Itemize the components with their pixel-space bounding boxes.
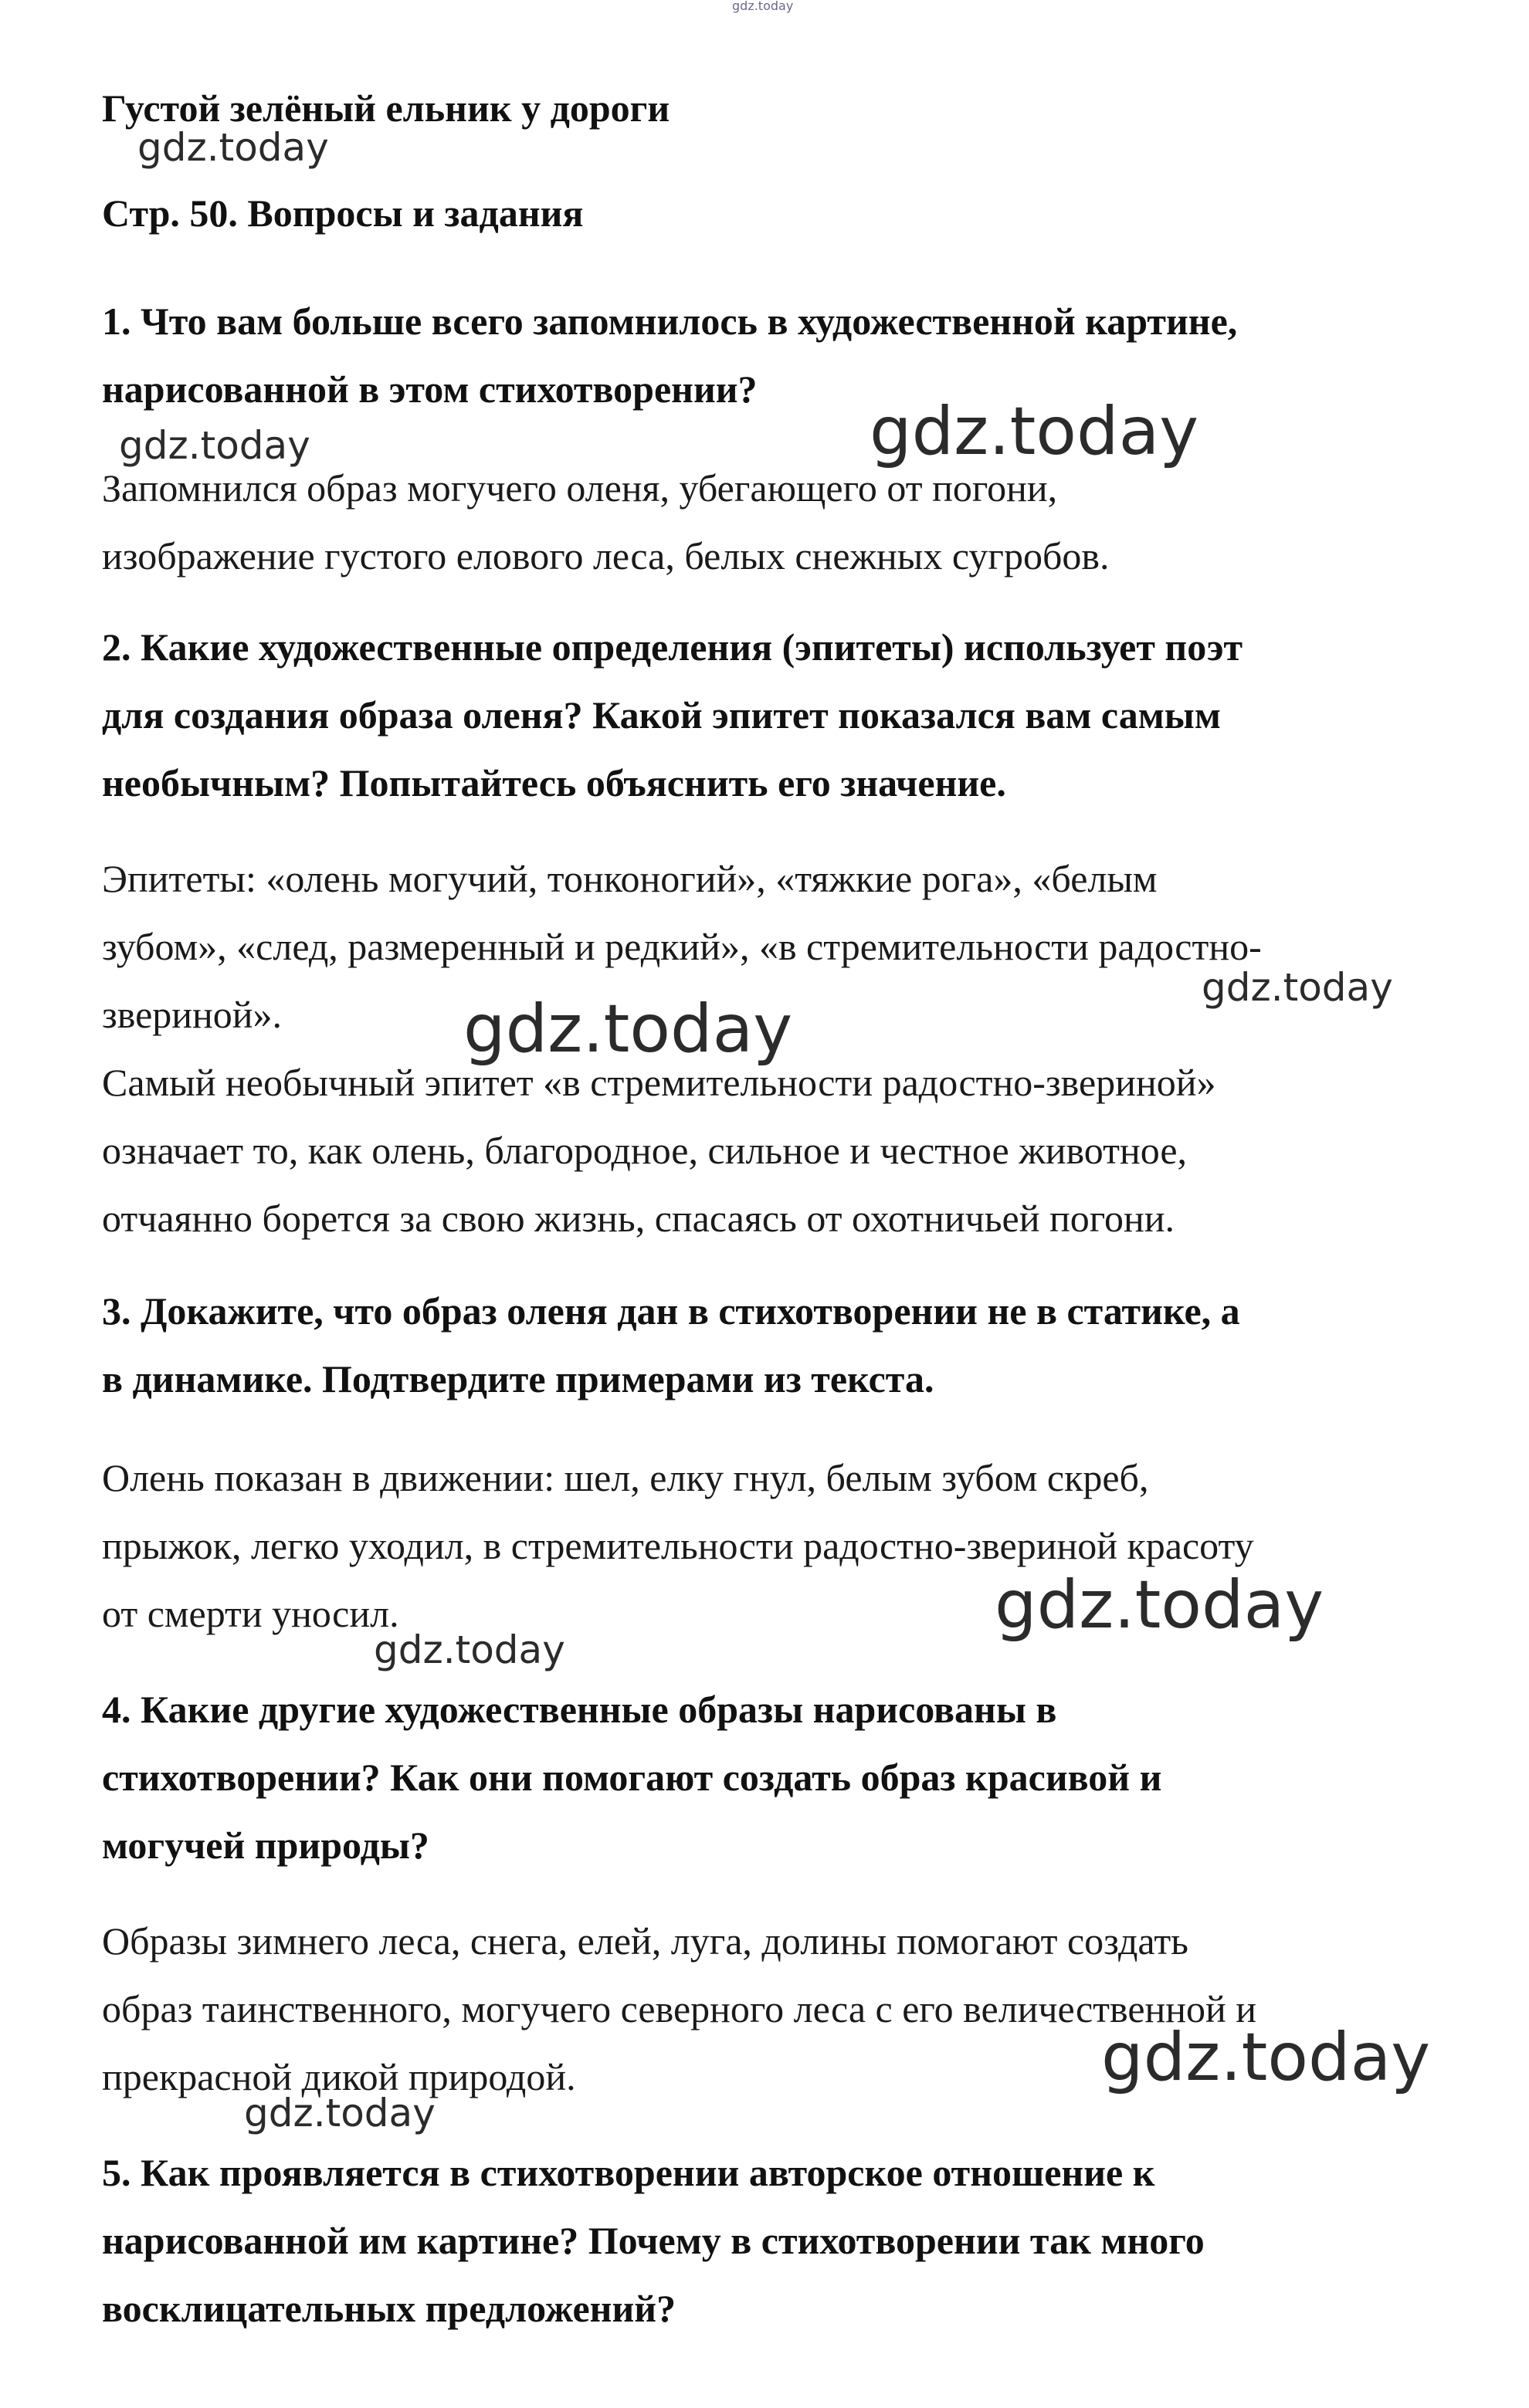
section-heading: Стр. 50. Вопросы и задания [102, 191, 584, 235]
question-line: восклицательных предложений? [102, 2287, 676, 2330]
answer-1 [102, 454, 1461, 590]
question-line: в динамике. Подтвердите примерами из текста. [102, 1357, 934, 1400]
answer-line: изображение густого елового леса, белых снежных сугробов. [102, 534, 1110, 577]
answer-line: Эпитеты: «олень могучий, тонконогий», «тяжкие рога», «белым [102, 857, 1158, 900]
answer-line: означает то, как олень, благородное, сильное и честное животное, [102, 1129, 1188, 1172]
question-line: для создания образа оленя? Какой эпитет показался вам самым [102, 693, 1221, 737]
question-line: 2. Какие художественные определения (эпитеты) использует поэт [102, 625, 1243, 669]
watermark: gdz.today [870, 393, 1199, 470]
watermark: gdz.today [137, 125, 329, 170]
page-title: Густой зелёный ельник у дороги [102, 86, 670, 130]
question-line: 5. Как проявляется в стихотворении авторское отношение к [102, 2151, 1155, 2194]
answer-line: отчаянно борется за свою жизнь, спасаясь от охотничьей погони. [102, 1197, 1175, 1240]
watermark: gdz.today [244, 2091, 436, 2135]
answer-line: Запомнился образ могучего оленя, убегающего от погони, [102, 466, 1058, 510]
question-5 [102, 2139, 1461, 2342]
question-line: 1. Что вам больше всего запомнилось в художественной картине, [102, 300, 1238, 343]
question-line: 3. Докажите, что образ оленя дан в стихотворении не в статике, а [102, 1289, 1240, 1333]
question-1 [102, 287, 1461, 423]
answer-line: Олень показан в движении: шел, елку гнул, белым зубом скреб, [102, 1456, 1149, 1499]
answer-line: Образы зимнего леса, снега, елей, луга, долины помогают создать [102, 1919, 1188, 1963]
watermark: gdz.today [374, 1627, 565, 1672]
question-line: необычным? Попытайтесь объяснить его значение. [102, 761, 1006, 804]
answer-line: звериной». [102, 993, 283, 1036]
watermark: gdz.today [995, 1566, 1324, 1644]
answer-line: прекрасной дикой природой. [102, 2055, 576, 2098]
answer-line: зубом», «след, размеренный и редкий», «в стремительности радостно- [102, 925, 1262, 968]
question-line: стихотворении? Как они помогают создать образ красивой и [102, 1756, 1162, 1799]
question-line: 4. Какие другие художественные образы нарисованы в [102, 1688, 1057, 1731]
watermark: gdz.today [732, 0, 794, 13]
answer-line: от смерти уносил. [102, 1592, 399, 1635]
watermark: gdz.today [1101, 2019, 1431, 2096]
question-line: нарисованной им картине? Почему в стихотворении так много [102, 2219, 1205, 2262]
question-2 [102, 613, 1461, 817]
watermark: gdz.today [463, 991, 793, 1068]
watermark: gdz.today [1202, 965, 1393, 1010]
watermark: gdz.today [119, 423, 310, 468]
answer-line: прыжок, легко уходил, в стремительности радостно-звериной красоту [102, 1524, 1254, 1567]
answer-line: Самый необычный эпитет «в стремительности радостно-звериной» [102, 1061, 1216, 1104]
question-line: могучей природы? [102, 1824, 429, 1867]
question-4 [102, 1675, 1461, 1879]
question-3 [102, 1277, 1461, 1413]
question-line: нарисованной в этом стихотворении? [102, 367, 758, 411]
answer-line: образ таинственного, могучего северного леса с его величественной и [102, 1987, 1257, 2030]
